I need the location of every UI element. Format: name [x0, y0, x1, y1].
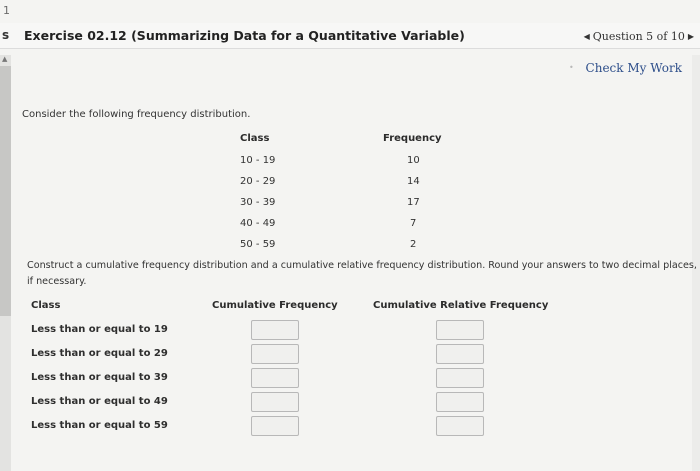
decorative-dot-icon: • [569, 63, 574, 72]
freq-header-frequency: Frequency [383, 133, 442, 144]
cumulative-frequency-input[interactable] [251, 320, 299, 340]
answer-row-label: Less than or equal to 49 [31, 396, 168, 407]
cumulative-frequency-input[interactable] [251, 416, 299, 436]
answer-header-cumulative-relative-frequency: Cumulative Relative Frequency [373, 300, 549, 311]
next-question-icon[interactable]: ▶ [687, 31, 694, 41]
freq-value-cell: 17 [407, 197, 420, 208]
header-prefix: s [2, 28, 10, 42]
freq-value-cell: 7 [410, 218, 417, 229]
answer-header-class: Class [31, 300, 61, 311]
page-number: 1 [3, 4, 10, 17]
cumulative-relative-frequency-input[interactable] [436, 368, 484, 388]
answer-header-cumulative-frequency: Cumulative Frequency [212, 300, 338, 311]
cumulative-frequency-input[interactable] [251, 392, 299, 412]
freq-value-cell: 2 [410, 239, 417, 250]
answer-row-label: Less than or equal to 19 [31, 324, 168, 335]
scroll-up-icon[interactable]: ▲ [2, 55, 8, 63]
cumulative-frequency-input[interactable] [251, 344, 299, 364]
exercise-title: Exercise 02.12 (Summarizing Data for a Quantitative Variable) [24, 28, 465, 43]
answer-row-label: Less than or equal to 39 [31, 372, 168, 383]
cumulative-relative-frequency-input[interactable] [436, 320, 484, 340]
question-nav [584, 27, 694, 45]
cumulative-relative-frequency-input[interactable] [436, 344, 484, 364]
check-my-work-link[interactable]: Check My Work [585, 61, 682, 75]
answer-row-label: Less than or equal to 29 [31, 348, 168, 359]
freq-class-cell: 10 - 19 [240, 155, 276, 166]
question-counter: Question 5 of 10 [592, 29, 685, 43]
freq-class-cell: 40 - 49 [240, 218, 276, 229]
answer-row-label: Less than or equal to 59 [31, 420, 168, 431]
prev-question-icon[interactable]: ◀ [583, 31, 590, 41]
left-scrollbar-thumb[interactable] [0, 66, 11, 316]
cumulative-relative-frequency-input[interactable] [436, 392, 484, 412]
freq-class-cell: 30 - 39 [240, 197, 276, 208]
cumulative-frequency-input[interactable] [251, 368, 299, 388]
freq-header-class: Class [240, 133, 270, 144]
cumulative-relative-frequency-input[interactable] [436, 416, 484, 436]
freq-class-cell: 50 - 59 [240, 239, 276, 250]
instructions-text: Construct a cumulative frequency distribution and a cumulative relative frequency distribution. Round your answers to two decimal places, if necessary. [27, 260, 697, 287]
intro-text: Consider the following frequency distribution. [22, 109, 251, 120]
freq-value-cell: 14 [407, 176, 420, 187]
exercise-header [0, 23, 700, 49]
freq-value-cell: 10 [407, 155, 420, 166]
freq-class-cell: 20 - 29 [240, 176, 276, 187]
